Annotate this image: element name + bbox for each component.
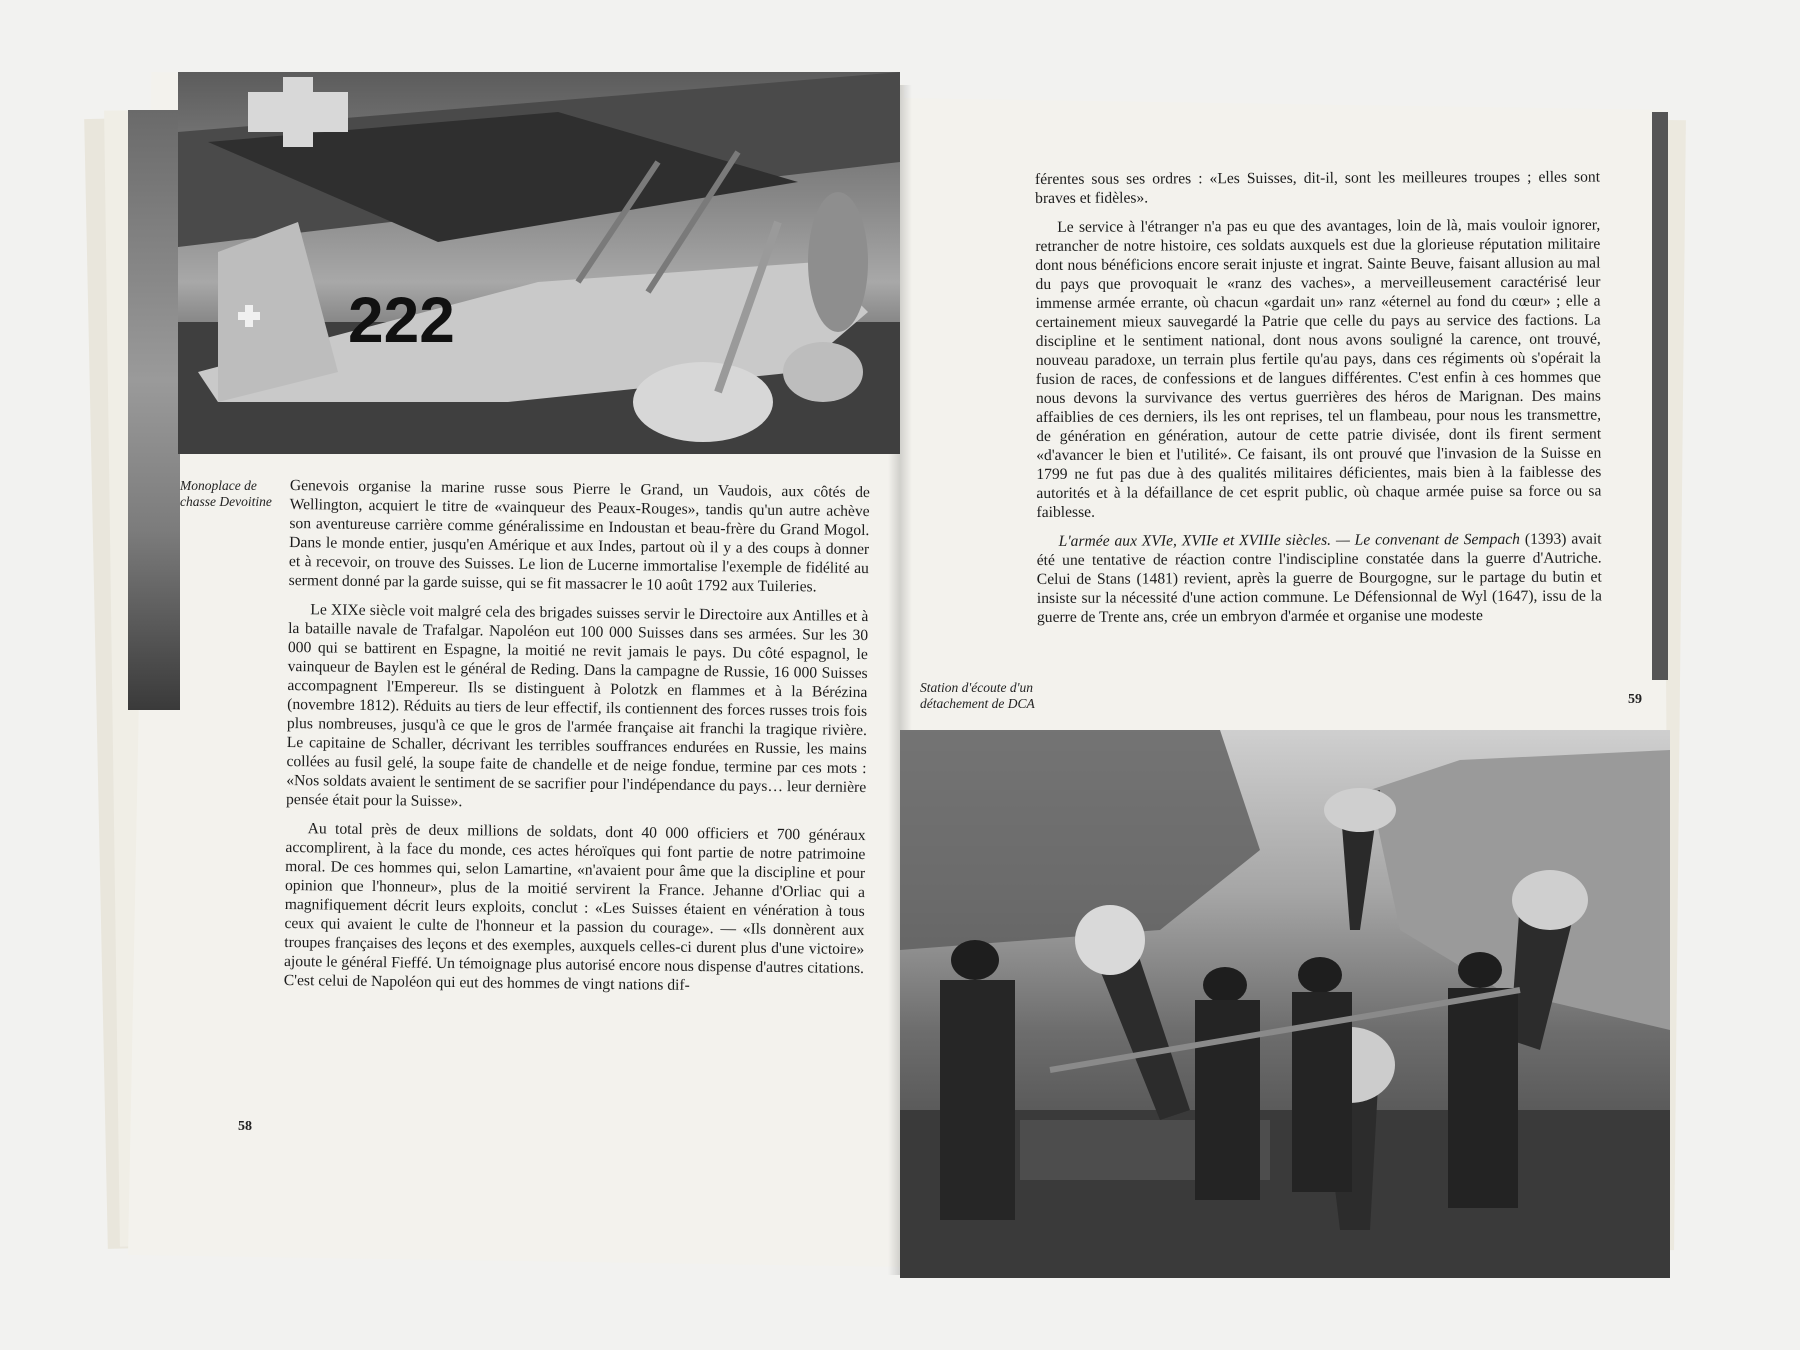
right-paragraph: Le service à l'étranger n'a pas eu que des avantages, loin de là, mais vouloir ignorer, retrancher de notre histoire, ces soldats auxquels est due la glorieuse réputation militaire dont nous bénéficions encore serait injuste et ingrat. Sainte Beuve, faisant allusion au mal du pays que provoquait le «ranz des vaches», a merveilleusement caractérisé leur immense armée errante, où chacun «gardait un» ranz «éternel au fond du cœur» ; elle a certainement mieux sauvegardé la Patrie que celle du pays au service des factions. La discipline et le sentiment national, dont nous avons souligné la carence, ont trouvé, nouveau paradoxe, un terrain plus fertile qu'au pays, dans ces régiments où s'opérait la fusion de races, de confessions et de langues différentes. C'est enfin à ces hommes que nous devons la survivance des vertus guerrières des héros de Marignan. Des mains affaiblies de ces derniers, ils les ont reprises, tel un flambeau, pour nous les transmettre, de génération en génération, autour de cette patrie divisée, dont ils firent serment «d'avancer le bien et l'utilité». Ce faisant, ils ont prouvé que l'invasion de la Suisse en 1799 ne fut pas due à des qualités militaires déficientes, mais bien à la faiblesse des autorités et à la défaillance de cet esprit public, où chaque armée puise sa force ou sa faiblesse.	[1035, 216, 1602, 521]
section-heading: L'armée aux XVIe, XVIIe et XVIIIe siècles. — Le convenant de Sempach	[1058, 530, 1521, 550]
section-paragraph	[1037, 530, 1602, 627]
page-number-left: 58	[238, 1119, 252, 1134]
listening-station-illustration	[900, 730, 1670, 1278]
left-edge-photo-strip	[128, 110, 180, 710]
dca-photo-caption: Station d'écoute d'un détachement de DCA	[920, 680, 1035, 711]
plane-illustration	[178, 72, 900, 454]
section-text: (1393) avait été une tentative de réaction contre l'indiscipline constatée dans la guerre d'Autriche. Celui de Stans (1481) revient, après la guerre de Bourgogne, sur le partage du butin et insiste sur la nécessité d'une action commune. Le Défensionnal de Wyl (1647), issu de la guerre de Trente ans, crée un embryon d'armée et organise une modeste	[1036, 530, 1602, 626]
left-paragraph: Le XIXe siècle voit malgré cela des brigades suisses servir le Directoire aux Antilles et à la bataille navale de Trafalgar. Napoléon eut 100 000 Suisses dans ses armées. Sur les 30 000 qui se battirent en Espagne, la moitié ne revit jamais le pays. Du côté espagnol, le vainqueur de Baylen est le général de Reding. Dans la campagne de Russie, 16 000 Suisses accompagnent l'Empereur. Ils se distinguent à Polotzk en flammes et à la Bérézina (novembre 1812). Réduits au tiers de leur effectif, ils contiennent des forces russes trois fois plus nombreuses, jusqu'à ce que le gros de l'armée française ait franchi la tragique rivière. Le capitaine de Schaller, décrivant les terribles souffrances endurées en Russie, les mains collées au fusil gelé, la soupe faite de chandelle et de neige fondue, termine par ces mots : «Nos soldats avaient le sentiment de se sacrifier pour l'indépendance du pays… leur dernière pensée était pour la Suisse».	[285, 601, 869, 811]
plane-photo	[178, 72, 900, 454]
left-paragraph: Genevois organise la marine russe sous Pierre le Grand, un Vaudois, aux côtés de Wellington, acquiert le titre de «vainqueur des Peaux-Rouges», tandis qu'un autre achève son aventureuse carrière comme généralissime en Indoustan et beau-frère du Grand Mogol. Dans le monde entier, jusqu'en Amérique et aux Indes, partout où il y a des coups à donner et à recevoir, on trouve des Suisses. Le lion de Lucerne immortalise l'exemple de fidélité au serment donné par la garde suisse, qui se fit massacrer le 10 août 1792 aux Tuileries.	[288, 476, 870, 596]
left-page-text	[284, 476, 870, 997]
right-paragraph: férentes sous ses ordres : «Les Suisses, dit-il, sont les meilleures troupes ; elles sont braves et fidèles».	[1035, 168, 1601, 207]
plane-number: 222	[348, 284, 455, 356]
page-number-right: 59	[1628, 692, 1642, 707]
dca-listening-station-photo	[900, 730, 1670, 1278]
right-edge-photo-strip	[1652, 112, 1668, 680]
plane-photo-caption: Monoplace de chasse Devoitine	[180, 478, 272, 509]
right-page-text	[1035, 168, 1602, 627]
left-paragraph: Au total près de deux millions de soldats, dont 40 000 officiers et 700 généraux accomplirent, à la face du monde, ces actes héroïques qui font partie de notre patrimoine moral. De ces hommes qui, selon Lamartine, «n'avaient pour âme que la discipline et pour opinion que l'honneur», plus de la moitié servirent la France. Jehanne d'Orliac qui a magnifiquement décrit leurs exploits, conclut : «Les Suisses étaient en vénération à tous ceux qui avaient le culte de l'honneur et la passion du courage». — «Ils donnèrent aux troupes françaises des leçons et des exemples, auxquels celles-ci durent plus d'une victoire» ajoute le général Fieffé. Un témoignage plus autorisé encore nous dispense d'autres citations. C'est celui de Napoléon qui eut des hommes de vingt nations dif-	[283, 820, 866, 994]
